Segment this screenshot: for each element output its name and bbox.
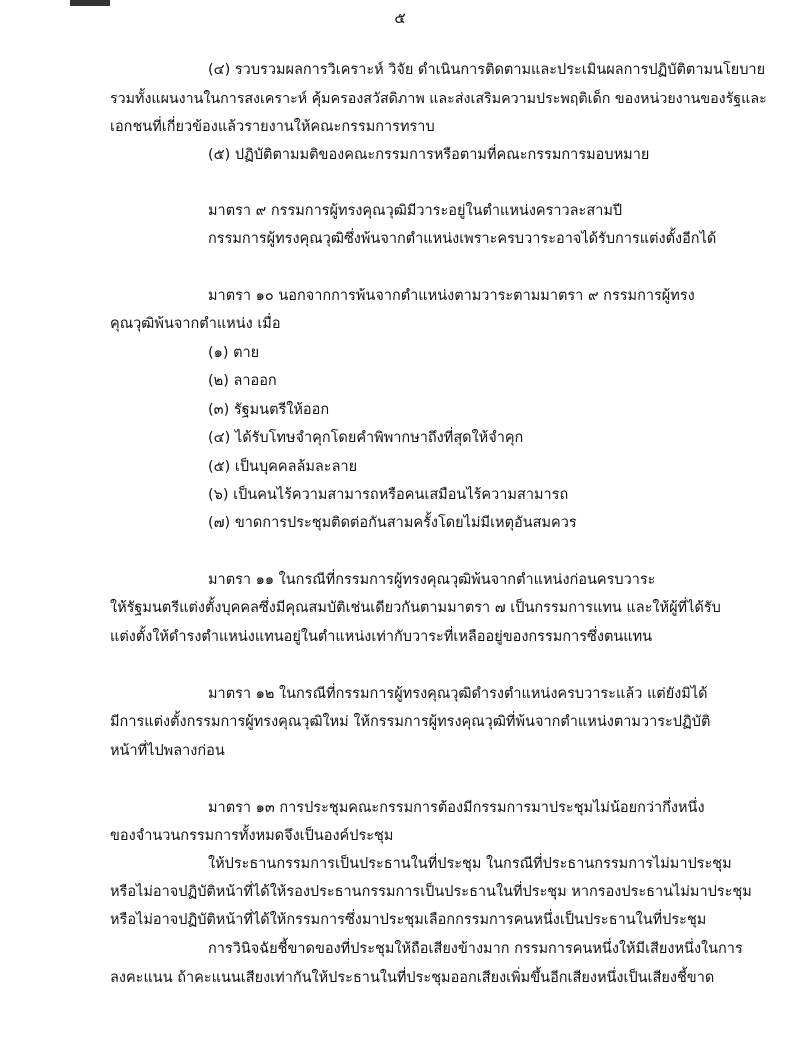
section-heading-13: มาตรา ๑๓ การประชุมคณะกรรมการต้องมีกรรมการมาประชุมไม่น้อยกว่ากึ่งหนึ่ง (208, 800, 705, 816)
text-line: (๔) รวบรวมผลการวิเคราะห์ วิจัย ดำเนินการติดตามและประเมินผลการปฏิบัติตามนโยบาย (208, 62, 766, 78)
text-line: ของจำนวนกรรมการทั้งหมดจึงเป็นองค์ประชุม (110, 828, 394, 844)
text-line: (๕) ปฏิบัติตามมติของคณะกรรมการหรือตามที่คณะกรรมการมอบหมาย (208, 147, 650, 163)
page-number: ๕ (394, 9, 406, 27)
text-line: รวมทั้งแผนงานในการสงเคราะห์ คุ้มครองสวัสดิภาพ และส่งเสริมความประพฤติเด็ก ของหน่วยงานของรัฐและ (110, 91, 767, 107)
text-line: การวินิจฉัยชี้ขาดของที่ประชุมให้ถือเสียงข้างมาก กรรมการคนหนึ่งให้มีเสียงหนึ่งในการ (208, 941, 743, 957)
text-line: ลงคะแนน ถ้าคะแนนเสียงเท่ากันให้ประธานในที่ประชุมออกเสียงเพิ่มขึ้นอีกเสียงหนึ่งเป็นเสียงชี้ขาด (110, 970, 715, 986)
text-line: หรือไม่อาจปฏิบัติหน้าที่ได้ให้รองประธานกรรมการเป็นประธานในที่ประชุม หากรองประธานไม่มาประชุม (110, 884, 752, 900)
list-item: (๑) ตาย (208, 345, 260, 361)
section-heading-9: มาตรา ๙ กรรมการผู้ทรงคุณวุฒิมีวาระอยู่ในตำแหน่งคราวละสามปี (208, 203, 623, 219)
text-line: เอกชนที่เกี่ยวข้องแล้วรายงานให้คณะกรรมการทราบ (110, 119, 435, 135)
text-line: แต่งตั้งให้ดำรงตำแหน่งแทนอยู่ในตำแหน่งเท่ากับวาระที่เหลืออยู่ของกรรมการซึ่งตนแทน (110, 629, 653, 645)
text-line: คุณวุฒิพ้นจากตำแหน่ง เมื่อ (110, 316, 281, 332)
text-line: ให้รัฐมนตรีแต่งตั้งบุคคลซึ่งมีคุณสมบัติเช่นเดียวกันตามมาตรา ๗ เป็นกรรมการแทน และให้ผู้ที่ได้รับ (110, 600, 721, 616)
list-item: (๔) ได้รับโทษจำคุกโดยคำพิพากษาถึงที่สุดให้จำคุก (208, 430, 524, 446)
list-item: (๒) ลาออก (208, 373, 277, 389)
section-heading-12: มาตรา ๑๒ ในกรณีที่กรรมการผู้ทรงคุณวุฒิดำรงตำแหน่งครบวาระแล้ว แต่ยังมิได้ (208, 686, 708, 702)
list-item: (๗) ขาดการประชุมติดต่อกันสามครั้งโดยไม่มีเหตุอันสมควร (208, 515, 577, 531)
text-line: มีการแต่งตั้งกรรมการผู้ทรงคุณวุฒิใหม่ ให้กรรมการผู้ทรงคุณวุฒิที่พ้นจากตำแหน่งตามวาระปฏิบัติ (110, 714, 711, 730)
list-item: (๖) เป็นคนไร้ความสามารถหรือคนเสมือนไร้ความสามารถ (208, 487, 569, 503)
text-line: หรือไม่อาจปฏิบัติหน้าที่ได้ให้กรรมการซึ่งมาประชุมเลือกกรรมการคนหนึ่งเป็นประธานในที่ประชุม (110, 912, 707, 928)
section-heading-10: มาตรา ๑๐ นอกจากการพ้นจากตำแหน่งตามวาระตามมาตรา ๙ กรรมการผู้ทรง (208, 288, 695, 304)
text-line: ให้ประธานกรรมการเป็นประธานในที่ประชุม ในกรณีที่ประธานกรรมการไม่มาประชุม (208, 856, 732, 872)
section-heading-11: มาตรา ๑๑ ในกรณีที่กรรมการผู้ทรงคุณวุฒิพ้นจากตำแหน่งก่อนครบวาระ (208, 572, 656, 588)
list-item: (๓) รัฐมนตรีให้ออก (208, 402, 330, 418)
text-line: หน้าที่ไปพลางก่อน (110, 743, 225, 759)
text-line: กรรมการผู้ทรงคุณวุฒิซึ่งพ้นจากตำแหน่งเพราะครบวาระอาจได้รับการแต่งตั้งอีกได้ (208, 231, 717, 247)
list-item: (๕) เป็นบุคคลล้มละลาย (208, 459, 358, 475)
